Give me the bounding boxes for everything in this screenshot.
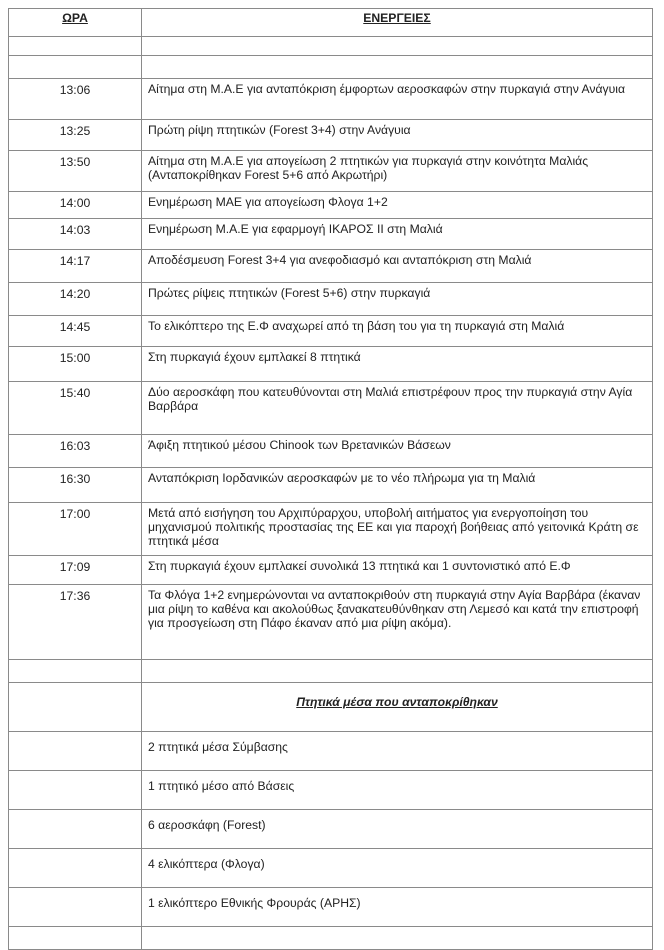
event-text: Ανταπόκριση Ιορδανικών αεροσκαφών με το νέο πλήρωμα για τη Μαλιά	[142, 468, 653, 503]
event-text: Τα Φλόγα 1+2 ενημερώνονται να ανταποκριθούν στη πυρκαγιά στην Αγία Βαρβάρα (έκαναν μια ρίψη το καθένα και ακολούθως ξανακατευθύνθηκαν στη Λεμεσό και κατά την επιστροφή για προσγείωση στη Πάφο έκαναν από μια ρίψη ακόμα).	[142, 585, 653, 660]
event-time: 13:25	[9, 120, 142, 151]
resource-item: 4 ελικόπτερα (Φλογα)	[142, 849, 653, 888]
resource-item: 2 πτητικά μέσα Σύμβασης	[142, 732, 653, 771]
event-text: Το ελικόπτερο της Ε.Φ αναχωρεί από τη βάση του για τη πυρκαγιά στη Μαλιά	[142, 316, 653, 347]
event-time: 14:03	[9, 219, 142, 250]
event-text: Άφιξη πτητικού μέσου Chinook των Βρετανικών Βάσεων	[142, 435, 653, 468]
resource-item: 1 πτητικό μέσο από Βάσεις	[142, 771, 653, 810]
table-row	[9, 120, 653, 151]
table-row	[9, 468, 653, 503]
table-row	[9, 556, 653, 585]
event-time: 14:17	[9, 250, 142, 283]
event-time: 13:06	[9, 79, 142, 120]
resource-item: 6 αεροσκάφη (Forest)	[142, 810, 653, 849]
table-row	[9, 585, 653, 660]
table-row	[9, 151, 653, 192]
actions-column-header: ΕΝΕΡΓΕΙΕΣ	[142, 9, 653, 37]
event-text: Ενημέρωση ΜΑΕ για απογείωση Φλογα 1+2	[142, 192, 653, 219]
event-time: 14:45	[9, 316, 142, 347]
event-text: Ενημέρωση Μ.Α.Ε για εφαρμογή ΙΚΑΡΟΣ ΙΙ στη Μαλιά	[142, 219, 653, 250]
table-row	[9, 219, 653, 250]
table-row	[9, 250, 653, 283]
empty-row	[9, 660, 653, 683]
resource-item: 1 ελικόπτερο Εθνικής Φρουράς (ΑΡΗΣ)	[142, 888, 653, 927]
event-time: 17:09	[9, 556, 142, 585]
event-text: Πρώτη ρίψη πτητικών (Forest 3+4) στην Ανάγυια	[142, 120, 653, 151]
event-text: Δύο αεροσκάφη που κατευθύνονται στη Μαλιά επιστρέφουν προς την πυρκαγιά στην Αγία Βαρβάρα	[142, 382, 653, 435]
event-text: Αίτημα στη Μ.Α.Ε για απογείωση 2 πτητικών για πυρκαγιά στην κοινότητα Μαλιάς (Ανταποκρίθηκαν Forest 5+6 από Ακρωτήρι)	[142, 151, 653, 192]
list-item	[9, 771, 653, 810]
event-time: 15:00	[9, 347, 142, 382]
event-time: 15:40	[9, 382, 142, 435]
list-item	[9, 888, 653, 927]
table-row	[9, 283, 653, 316]
empty-row	[9, 37, 653, 56]
table-row	[9, 382, 653, 435]
event-time: 14:20	[9, 283, 142, 316]
list-item	[9, 732, 653, 771]
event-time: 14:00	[9, 192, 142, 219]
event-text: Πρώτες ρίψεις πτητικών (Forest 5+6) στην πυρκαγιά	[142, 283, 653, 316]
empty-row	[9, 927, 653, 950]
event-time: 16:30	[9, 468, 142, 503]
list-item	[9, 849, 653, 888]
operations-log-table	[8, 8, 653, 950]
event-text: Αποδέσμευση Forest 3+4 για ανεφοδιασμό και ανταπόκριση στη Μαλιά	[142, 250, 653, 283]
section-header-row	[9, 683, 653, 732]
header-row	[9, 9, 653, 37]
event-text: Αίτημα στη Μ.Α.Ε για ανταπόκριση έμφορτων αεροσκαφών στην πυρκαγιά στην Ανάγυια	[142, 79, 653, 120]
table-row	[9, 347, 653, 382]
table-row	[9, 435, 653, 468]
event-text: Μετά από εισήγηση του Αρχιπύραρχου, υποβολή αιτήματος για ενεργοποίηση του μηχανισμού πολιτικής προστασίας της ΕΕ και για παροχή βοήθειας από γειτονικά Κράτη σε πτητικά μέσα	[142, 503, 653, 556]
table-row	[9, 503, 653, 556]
time-column-header: ΩΡΑ	[9, 9, 142, 37]
resources-section-title: Πτητικά μέσα που ανταποκρίθηκαν	[142, 683, 653, 732]
event-text: Στη πυρκαγιά έχουν εμπλακεί 8 πτητικά	[142, 347, 653, 382]
event-time: 13:50	[9, 151, 142, 192]
event-time: 16:03	[9, 435, 142, 468]
table-row	[9, 79, 653, 120]
table-row	[9, 316, 653, 347]
event-time: 17:36	[9, 585, 142, 660]
table-row	[9, 192, 653, 219]
event-text: Στη πυρκαγιά έχουν εμπλακεί συνολικά 13 πτητικά και 1 συντονιστικό από Ε.Φ	[142, 556, 653, 585]
list-item	[9, 810, 653, 849]
event-time: 17:00	[9, 503, 142, 556]
spacer-row	[9, 56, 653, 79]
